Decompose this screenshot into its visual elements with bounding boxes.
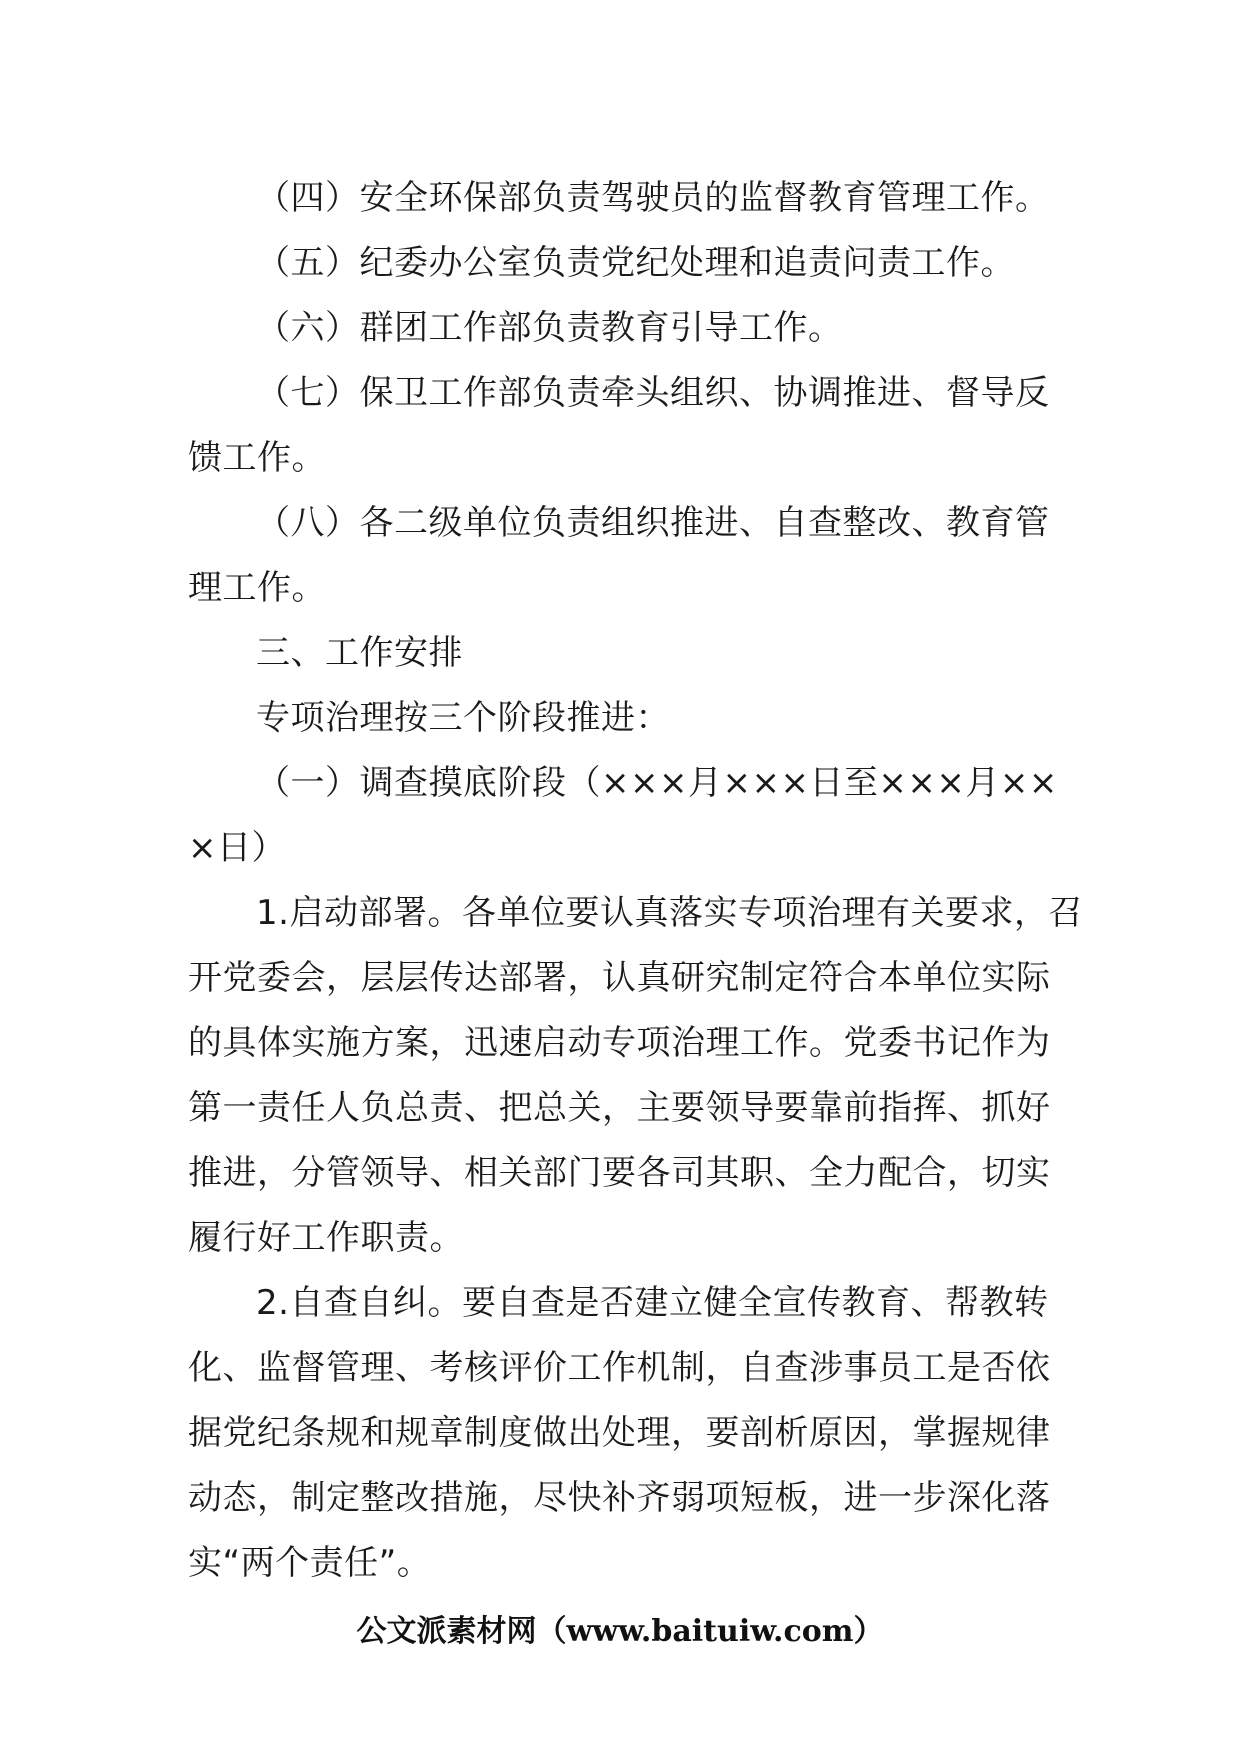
text-line: 化、监督管理、考核评价工作机制，自查涉事员工是否依 (188, 1348, 1051, 1388)
text-line: （四）安全环保部负责驾驶员的监督教育管理工作。 (256, 178, 1050, 218)
text-line: （五）纪委办公室负责党纪处理和追责问责工作。 (256, 243, 1015, 283)
text-line: （八）各二级单位负责组织推进、自查整改、教育管 (256, 503, 1050, 543)
text-line: 专项治理按三个阶段推进： (256, 698, 670, 738)
text-line: 实“两个责任”。 (188, 1543, 432, 1583)
text-line: 据党纪条规和规章制度做出处理，要剖析原因，掌握规律 (188, 1413, 1051, 1453)
text-line: 的具体实施方案，迅速启动专项治理工作。党委书记作为 (188, 1023, 1051, 1063)
text-line: （六）群团工作部负责教育引导工作。 (256, 308, 843, 348)
text-line: 三、工作安排 (256, 633, 463, 673)
text-line: 动态，制定整改措施，尽快补齐弱项短板，进一步深化落 (188, 1478, 1051, 1518)
text-line: 第一责任人负总责、把总关，主要领导要靠前指挥、抓好 (188, 1088, 1051, 1128)
text-line: ×日） (188, 828, 286, 868)
text-line: 开党委会，层层传达部署，认真研究制定符合本单位实际 (188, 958, 1051, 998)
text-line: （一）调查摸底阶段（×××月×××日至×××月×× (256, 763, 1058, 803)
text-line: （七）保卫工作部负责牵头组织、协调推进、督导反 (256, 373, 1050, 413)
footer-watermark: 公文派素材网（www.baituiw.com） (356, 1614, 884, 1649)
text-line: 推进，分管领导、相关部门要各司其职、全力配合，切实 (188, 1153, 1051, 1193)
text-line: 理工作。 (188, 568, 326, 608)
text-line: 馈工作。 (188, 438, 326, 478)
text-line: 1.启动部署。各单位要认真落实专项治理有关要求，召 (256, 893, 1083, 933)
text-line: 履行好工作职责。 (188, 1218, 464, 1258)
text-line: 2.自查自纠。要自查是否建立健全宣传教育、帮教转 (256, 1283, 1049, 1323)
document-body (188, 166, 1083, 1596)
